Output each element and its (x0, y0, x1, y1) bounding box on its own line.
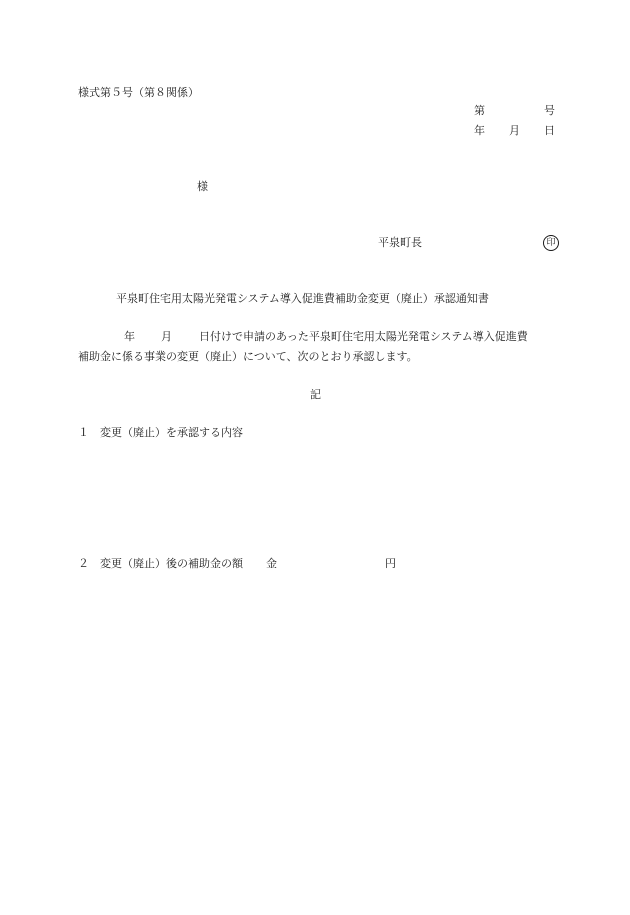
item2-number: ２ (78, 557, 89, 570)
addressee-suffix: 様 (197, 180, 208, 193)
document-title: 平泉町住宅用太陽光発電システム導入促進費補助金変更（廃止）承認通知書 (116, 292, 489, 305)
body-date-year: 年 (124, 330, 135, 343)
body-date-month: 月 (161, 330, 172, 343)
seal-mark: 印 (543, 235, 559, 251)
date-month: 月 (509, 124, 520, 137)
item1-label: 変更（廃止）を承認する内容 (100, 426, 243, 439)
date-year: 年 (474, 124, 485, 137)
date-day: 日 (544, 124, 555, 137)
ki-heading: 記 (310, 388, 321, 401)
item2-yen: 円 (385, 557, 396, 570)
number-prefix: 第 (474, 104, 485, 117)
item1-number: １ (78, 426, 89, 439)
body-line2: 補助金に係る事業の変更（廃止）について、次のとおり承認します。 (78, 350, 418, 363)
number-suffix: 号 (544, 104, 555, 117)
item2-label: 変更（廃止）後の補助金の額 (100, 557, 243, 570)
item2-kin: 金 (266, 557, 277, 570)
issuer: 平泉町長 (378, 236, 422, 249)
form-label: 様式第５号（第８関係） (78, 86, 199, 99)
body-line1-rest: 日付けで申請のあった平泉町住宅用太陽光発電システム導入促進費 (199, 330, 528, 343)
